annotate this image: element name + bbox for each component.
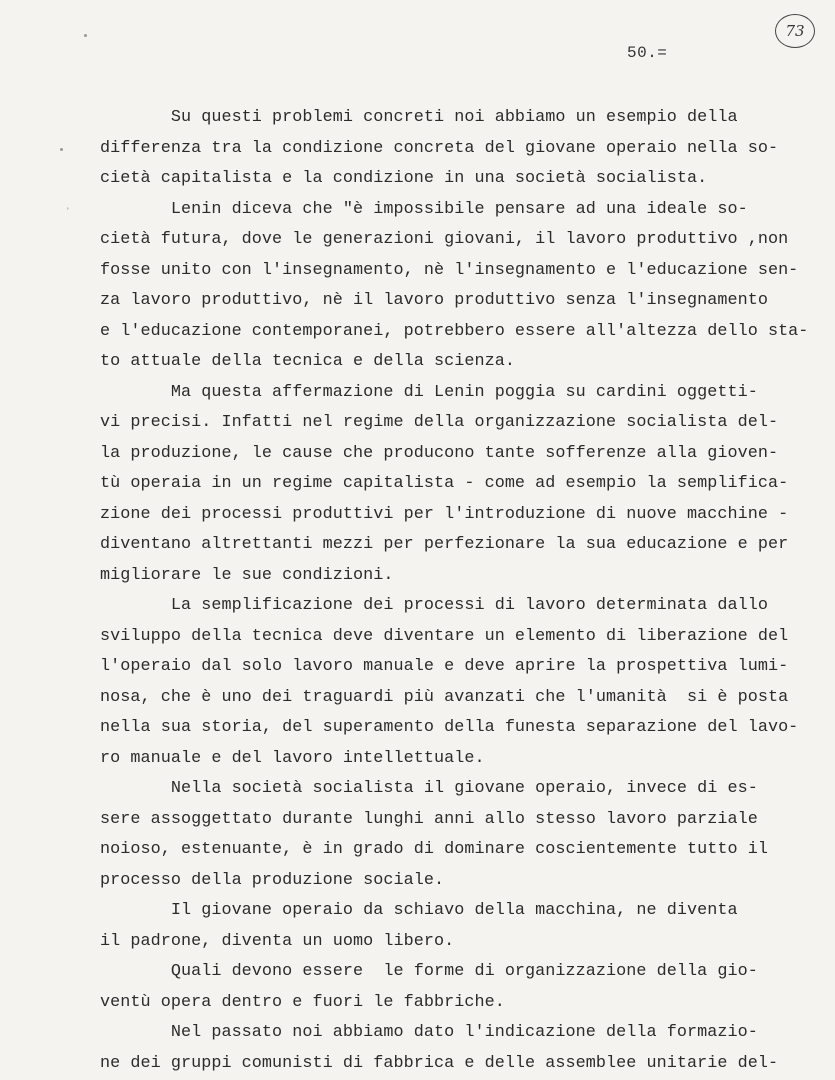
text-line: noioso, estenuante, è in grado di dominare coscientemente tutto il	[100, 840, 768, 859]
text-line: La semplificazione dei processi di lavoro determinata dallo	[100, 596, 768, 615]
page-number: 50.=	[627, 44, 668, 62]
text-line: vi precisi. Infatti nel regime della organizzazione socialista del-	[100, 413, 779, 432]
text-line: Su questi problemi concreti noi abbiamo un esempio della	[100, 108, 738, 127]
text-line: Nella società socialista il giovane operaio, invece di es-	[100, 779, 758, 798]
text-line: la produzione, le cause che producono tante sofferenze alla gioven-	[100, 443, 779, 463]
text-line: diventano altrettanti mezzi per perfezionare la sua educazione e per	[100, 535, 789, 554]
text-line: differenza tra la condizione concreta del giovane operaio nella so-	[100, 138, 779, 158]
text-line: ne dei gruppi comunisti di fabbrica e delle assemblee unitarie del-	[100, 1053, 779, 1073]
text-line: cietà futura, dove le generazioni giovani, il lavoro produttivo ,non	[100, 230, 789, 249]
text-line: fosse unito con l'insegnamento, nè l'insegnamento e l'educazione sen-	[100, 260, 799, 280]
paper-speck	[60, 148, 63, 151]
text-line: sviluppo della tecnica deve diventare un elemento di liberazione del	[100, 626, 789, 646]
text-line: l'operaio dal solo lavoro manuale e deve aprire la prospettiva lumi-	[100, 657, 789, 676]
text-line: Il giovane operaio da schiavo della macchina, ne diventa	[100, 901, 738, 920]
text-line: ro manuale e del lavoro intellettuale.	[100, 748, 485, 768]
paper-speck	[84, 34, 87, 37]
text-line: za lavoro produttivo, nè il lavoro produttivo senza l'insegnamento	[100, 291, 768, 310]
text-line: tù operaia in un regime capitalista - come ad esempio la semplifica-	[100, 474, 789, 493]
text-line: zione dei processi produttivi per l'introduzione di nuove macchine -	[100, 504, 789, 524]
text-line: sere assoggettato durante lunghi anni allo stesso lavoro parziale	[100, 809, 758, 829]
text-line: processo della produzione sociale.	[100, 870, 445, 890]
text-line: cietà capitalista e la condizione in una società socialista.	[100, 169, 708, 188]
text-line: e l'educazione contemporanei, potrebbero essere all'altezza dello sta-	[100, 321, 809, 341]
text-line: nella sua storia, del superamento della funesta separazione del lavo-	[100, 718, 799, 737]
text-line: ventù opera dentro e fuori le fabbriche.	[100, 992, 505, 1012]
text-line: il padrone, diventa un uomo libero.	[100, 931, 455, 951]
text-line: migliorare le sue condizioni.	[100, 565, 394, 585]
typewritten-body	[100, 103, 809, 1079]
text-line: Lenin diceva che "è impossibile pensare ad una ideale so-	[100, 199, 748, 219]
text-line: Quali devono essere le forme di organizzazione della gio-	[100, 962, 758, 981]
text-line: Nel passato noi abbiamo dato l'indicazione della formazio-	[100, 1023, 758, 1042]
text-line: Ma questa affermazione di Lenin poggia su cardini oggetti-	[100, 382, 758, 402]
margin-mark: ʾ	[64, 206, 72, 220]
folio-number: 73	[775, 14, 815, 48]
text-line: to attuale della tecnica e della scienza.	[100, 352, 515, 371]
text-line: nosa, che è uno dei traguardi più avanzati che l'umanità si è posta	[100, 687, 789, 707]
